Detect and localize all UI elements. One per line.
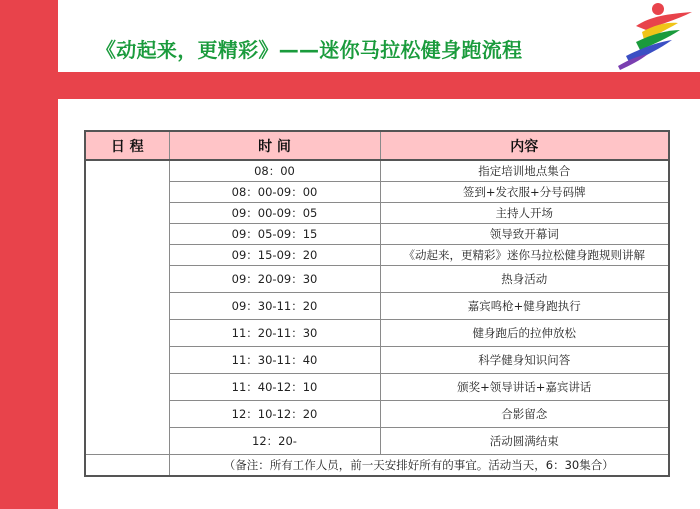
time-cell: 08：00: [169, 160, 380, 182]
table-note: （备注：所有工作人员，前一天安排好所有的事宜。活动当天，6：30集合）: [169, 455, 669, 477]
table-row: [85, 347, 669, 374]
content-cell: 领导致开幕词: [380, 224, 669, 245]
content-cell: 科学健身知识问答: [380, 347, 669, 374]
ribbon-runner-logo-icon: [606, 0, 698, 70]
table-row: [85, 293, 669, 320]
table-row: [85, 203, 669, 224]
table-row: [85, 266, 669, 293]
content-cell: 《动起来，更精彩》迷你马拉松健身跑规则讲解: [380, 245, 669, 266]
left-accent-bar: [0, 0, 58, 509]
time-cell: 11：40-12：10: [169, 374, 380, 401]
table-row: [85, 160, 669, 182]
page-title: 《动起来，更精彩》——迷你马拉松健身跑流程: [96, 38, 523, 62]
time-cell: 12：10-12：20: [169, 401, 380, 428]
table-note-row: [85, 455, 669, 477]
table-row: [85, 224, 669, 245]
content-cell: 嘉宾鸣枪+健身跑执行: [380, 293, 669, 320]
content-cell: 签到+发衣服+分号码牌: [380, 182, 669, 203]
content-cell: 颁奖+领导讲话+嘉宾讲话: [380, 374, 669, 401]
time-cell: 09：20-09：30: [169, 266, 380, 293]
content-cell: 指定培训地点集合: [380, 160, 669, 182]
content-cell: 合影留念: [380, 401, 669, 428]
time-cell: 11：30-11：40: [169, 347, 380, 374]
table-row: [85, 374, 669, 401]
table-row: [85, 401, 669, 428]
table-row: [85, 428, 669, 455]
schedule-table: [84, 130, 670, 477]
content-cell: 主持人开场: [380, 203, 669, 224]
table-row: [85, 182, 669, 203]
time-cell: 09：05-09：15: [169, 224, 380, 245]
day-cell: [85, 455, 169, 477]
time-cell: 11：20-11：30: [169, 320, 380, 347]
table-row: [85, 320, 669, 347]
time-cell: 09：30-11：20: [169, 293, 380, 320]
header-time: 时 间: [169, 131, 380, 160]
content-cell: 健身跑后的拉伸放松: [380, 320, 669, 347]
table-row: [85, 245, 669, 266]
content-cell: 热身活动: [380, 266, 669, 293]
time-cell: 08：00-09：00: [169, 182, 380, 203]
time-cell: 09：15-09：20: [169, 245, 380, 266]
day-cell: [85, 160, 169, 455]
header-accent-band: [58, 72, 700, 99]
time-cell: 12：20-: [169, 428, 380, 455]
time-cell: 09：00-09：05: [169, 203, 380, 224]
table-header-row: [85, 131, 669, 160]
header-content: 内容: [380, 131, 669, 160]
content-cell: 活动圆满结束: [380, 428, 669, 455]
header-day: 日 程: [85, 131, 169, 160]
